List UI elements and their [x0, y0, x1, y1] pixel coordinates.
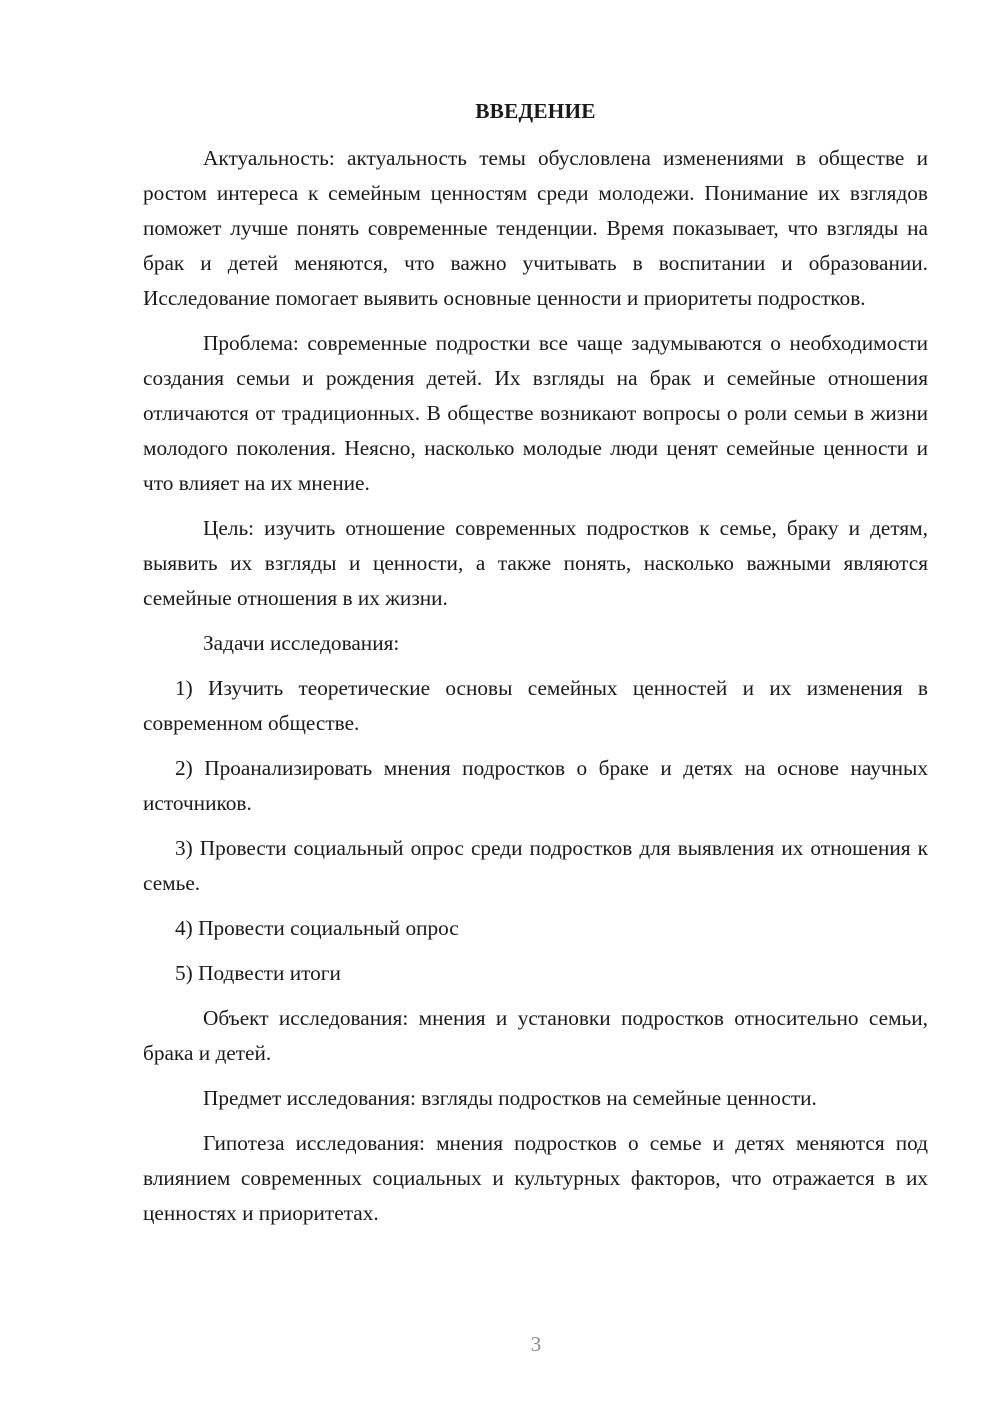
paragraph-relevance: Актуальность: актуальность темы обусловлена изменениями в обществе и ростом интереса к семейным ценностям среди молодежи. Понимание их взглядов поможет лучше понять современные тенденции. Время показывает, что взгляды на брак и детей меняются, что важно учитывать в воспитании и образовании. Исследование помогает выявить основные ценности и приоритеты подростков. [143, 146, 928, 310]
document-page [143, 94, 928, 1241]
task-item-3: 3) Провести социальный опрос среди подростков для выявления их отношения к семье. [143, 836, 928, 895]
task-item-1: 1) Изучить теоретические основы семейных ценностей и их изменения в современном обществе. [143, 676, 928, 735]
paragraph-goal: Цель: изучить отношение современных подростков к семье, браку и детям, выявить их взгляды и ценности, а также понять, насколько важными являются семейные отношения в их жизни. [143, 516, 928, 610]
task-item-5: 5) Подвести итоги [175, 961, 341, 985]
task-item-4: 4) Провести социальный опрос [175, 916, 459, 940]
paragraph-object: Объект исследования: мнения и установки подростков относительно семьи, брака и детей. [143, 1006, 928, 1065]
paragraph-problem: Проблема: современные подростки все чаще задумываются о необходимости создания семьи и рождения детей. Их взгляды на брак и семейные отношения отличаются от традиционных. В обществе возникают вопросы о роли семьи в жизни молодого поколения. Неясно, насколько молодые люди ценят семейные ценности и что влияет на их мнение. [143, 331, 928, 495]
paragraph-subject: Предмет исследования: взгляды подростков на семейные ценности. [203, 1086, 817, 1110]
paragraph-hypothesis: Гипотеза исследования: мнения подростков о семье и детях меняются под влиянием современных социальных и культурных факторов, что отражается в их ценностях и приоритетах. [143, 1131, 928, 1225]
tasks-heading: Задачи исследования: [203, 631, 400, 655]
task-item-2: 2) Проанализировать мнения подростков о браке и детях на основе научных источников. [143, 756, 928, 815]
page-number: 3 [530, 1332, 542, 1356]
page-title: ВВЕДЕНИЕ [475, 99, 596, 123]
